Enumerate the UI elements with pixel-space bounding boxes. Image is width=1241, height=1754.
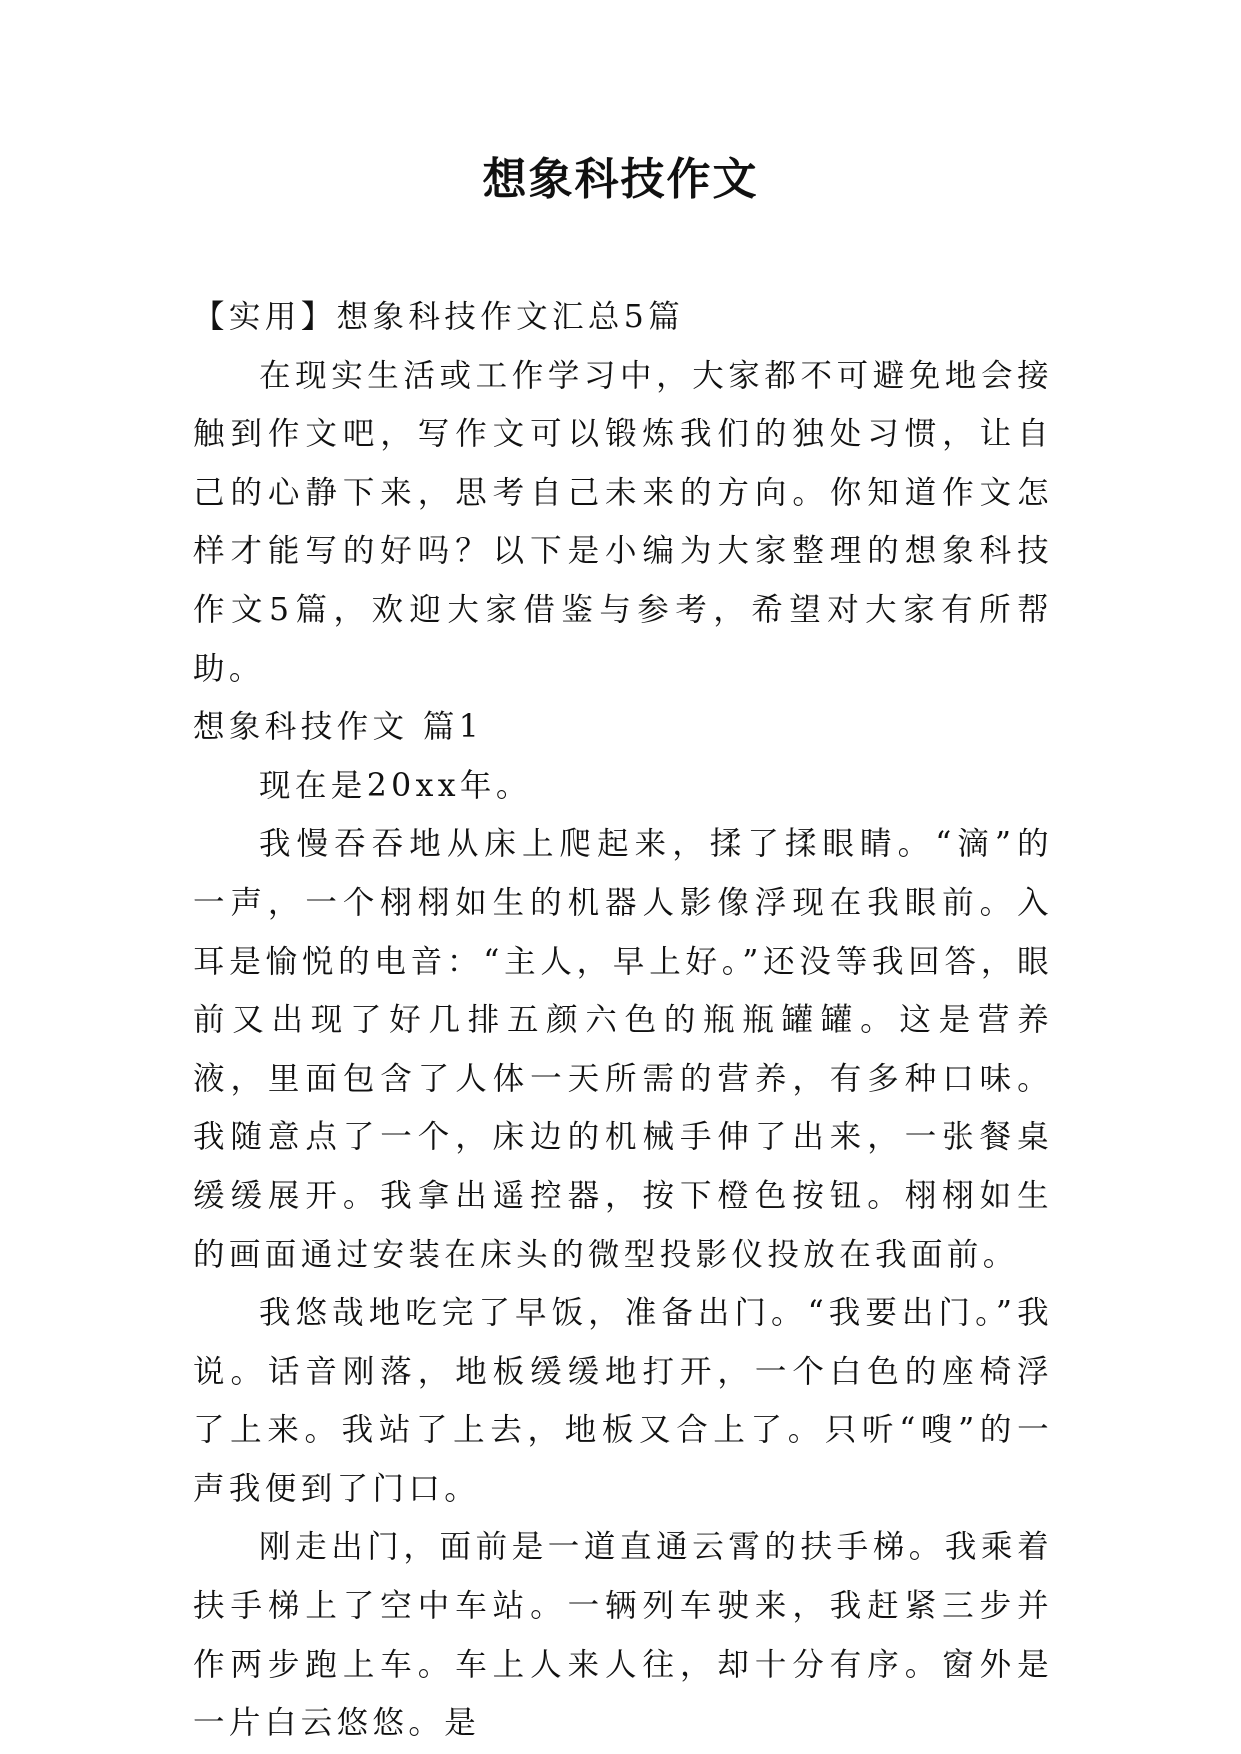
intro-paragraph: 在现实生活或工作学习中，大家都不可避免地会接触到作文吧，写作文可以锻炼我们的独处习惯，让自己的心静下来，思考自己未来的方向。你知道作文怎样才能写的好吗？以下是小编为大家整理的想象科技作文5篇，欢迎大家借鉴与参考，希望对大家有所帮助。 [193, 357, 1053, 687]
body-paragraph: 我慢吞吞地从床上爬起来，揉了揉眼睛。“滴”的一声，一个栩栩如生的机器人影像浮现在我眼前。入耳是愉悦的电音：“主人，早上好。”还没等我回答，眼前又出现了好几排五颜六色的瓶瓶罐罐。这是营养液，里面包含了人体一天所需的营养，有多种口味。我随意点了一个，床边的机械手伸了出来，一张餐桌缓缓展开。我拿出遥控器，按下橙色按钮。栩栩如生的画面通过安装在床头的微型投影仪投放在我面前。 [193, 826, 1053, 1273]
section-heading: 想象科技作文 篇1 [193, 709, 484, 746]
body-paragraph: 我悠哉地吃完了早饭，准备出门。“我要出门。”我说。话音刚落，地板缓缓地打开，一个白色的座椅浮了上来。我站了上去，地板又合上了。只听“嗖”的一声我便到了门口。 [193, 1295, 1053, 1507]
body-paragraph: 刚走出门，面前是一道直通云霄的扶手梯。我乘着扶手梯上了空中车站。一辆列车驶来，我赶紧三步并作两步跑上车。车上人来人往，却十分有序。窗外是一片白云悠悠。是 [193, 1529, 1053, 1742]
subtitle-line: 【实用】想象科技作文汇总5篇 [193, 299, 685, 335]
document-title: 想象科技作文 [482, 154, 759, 205]
body-paragraph: 现在是20xx年。 [259, 767, 532, 804]
document-body [193, 288, 1053, 1753]
